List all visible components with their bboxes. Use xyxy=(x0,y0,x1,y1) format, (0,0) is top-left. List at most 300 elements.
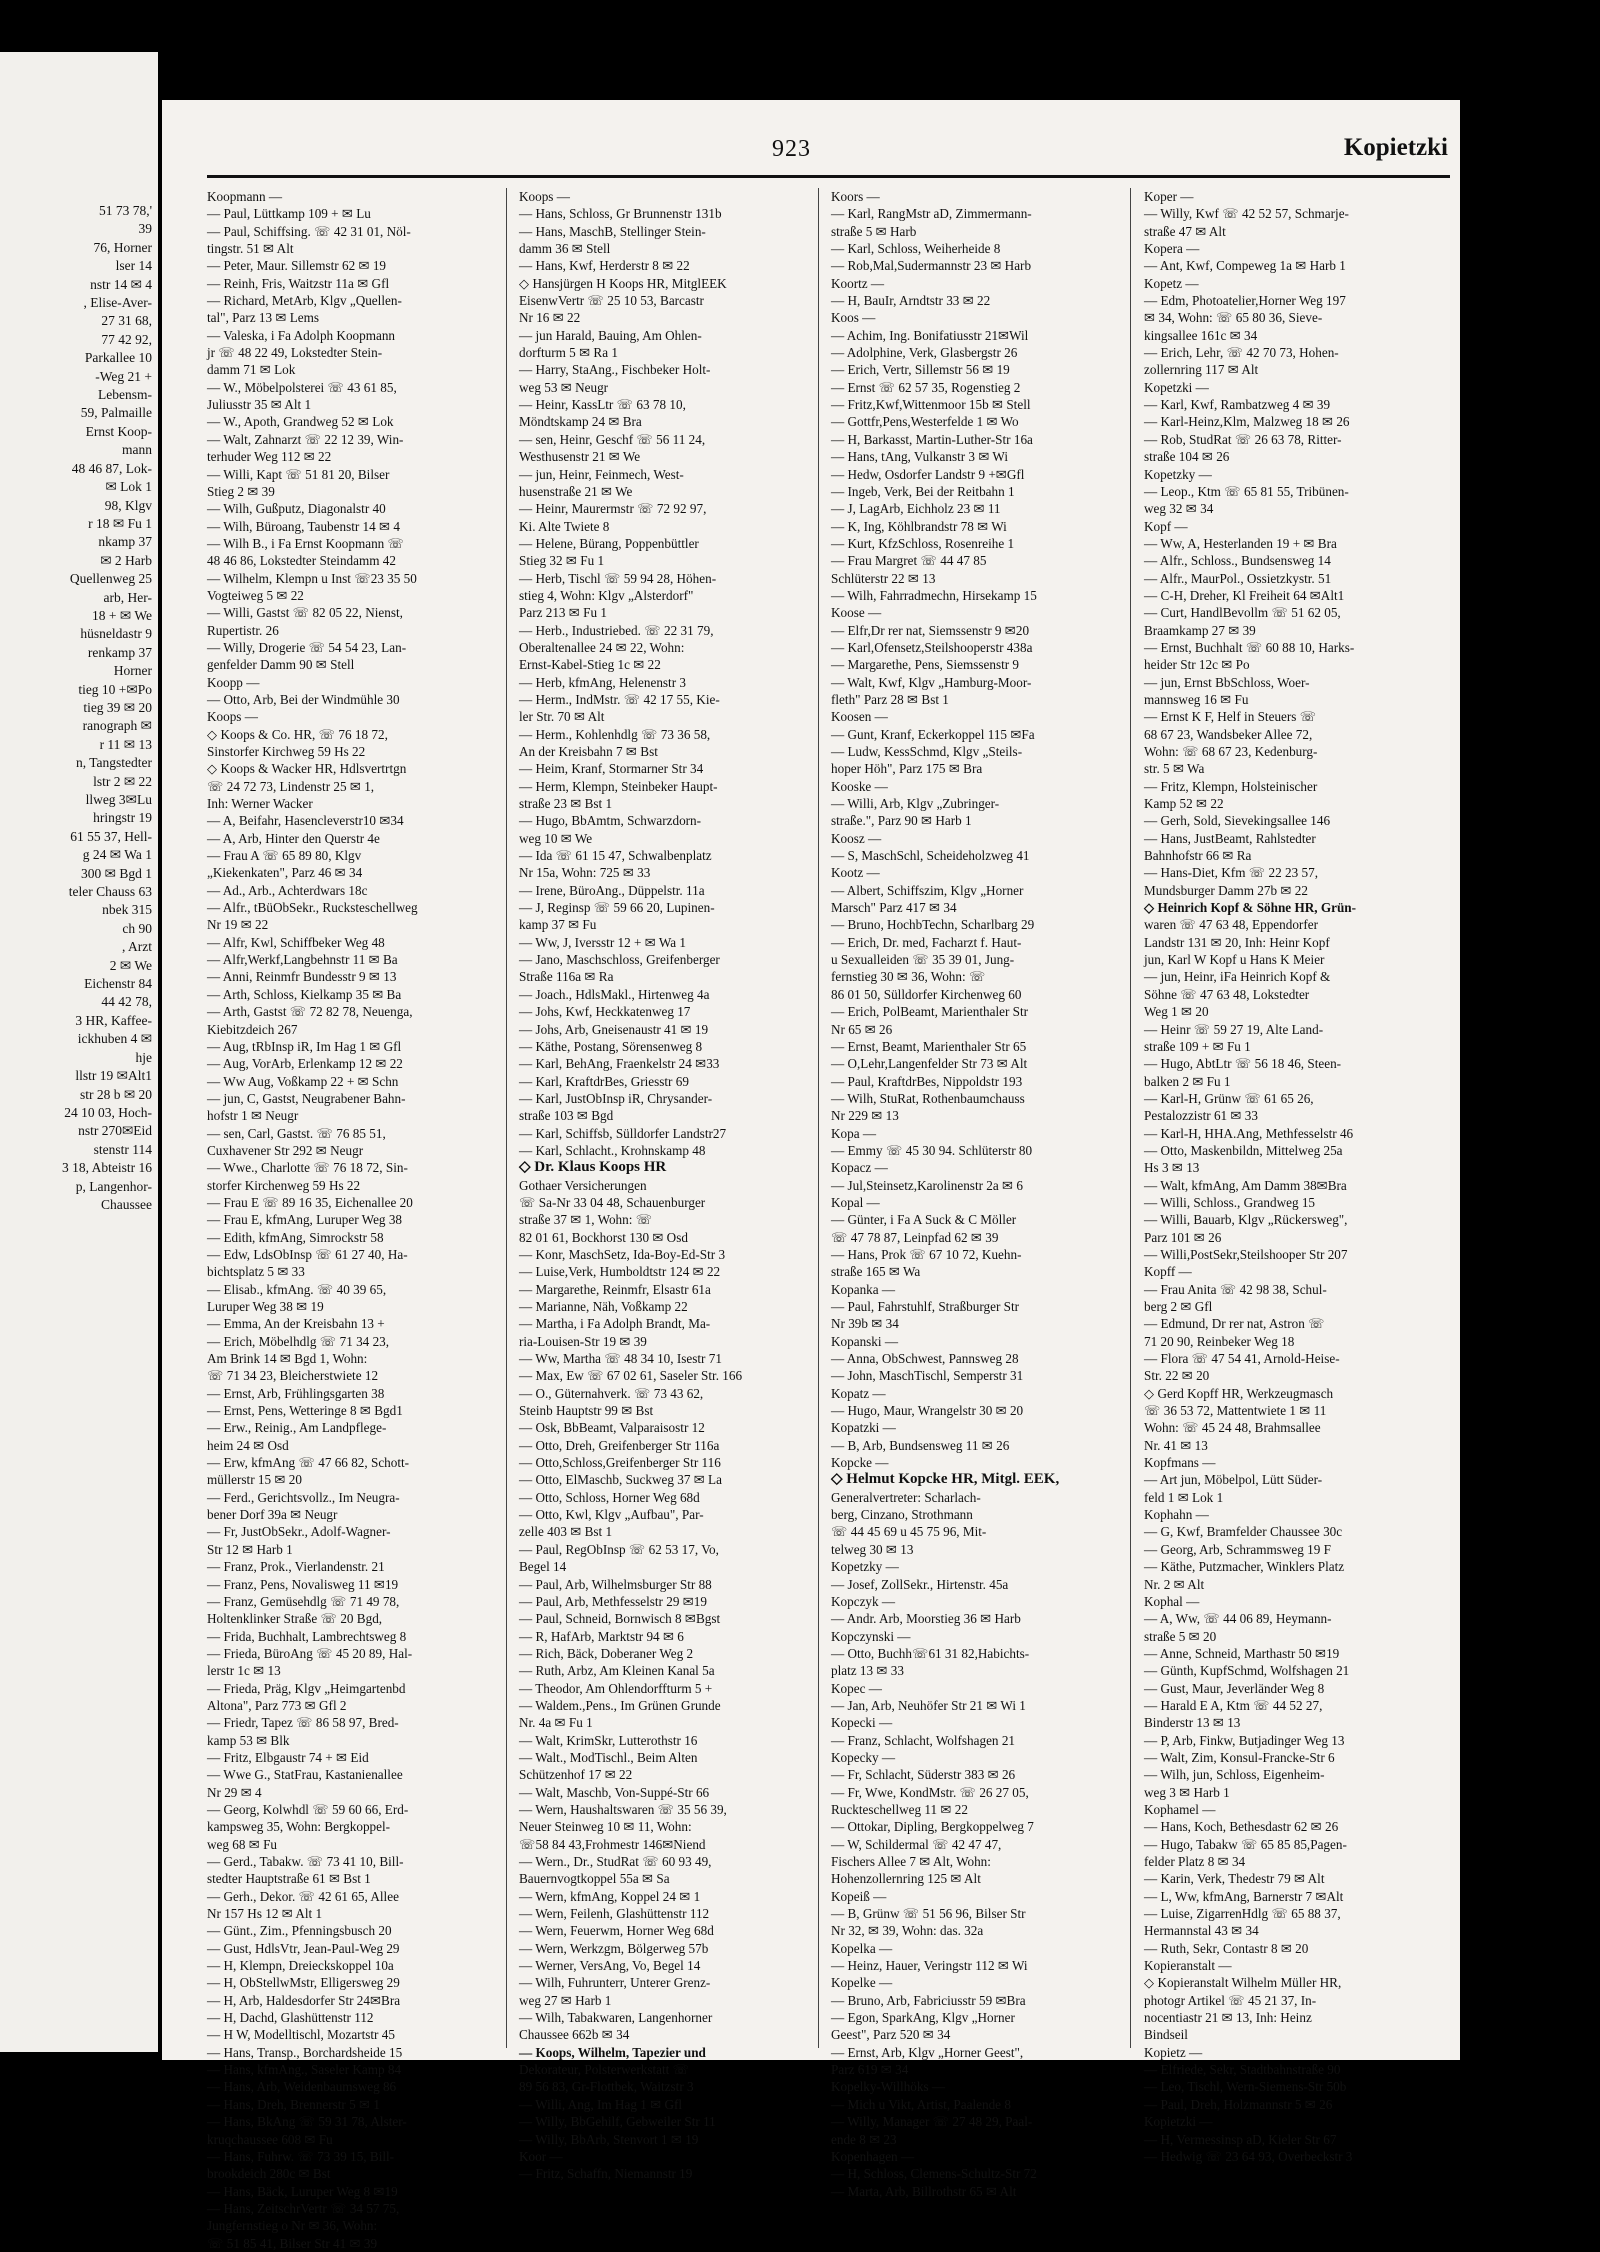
directory-columns xyxy=(207,188,1452,2251)
directory-entry-line: 86 01 50, Sülldorfer Kirchenweg 60 xyxy=(831,986,1022,1002)
directory-entry-line: — Anni, Reinmfr Bundesstr 9 ✉ 13 xyxy=(207,969,397,985)
directory-entry-line: brookdeich 280c ✉ Bst xyxy=(207,2166,331,2182)
left-fragment-line: r 18 ✉ Fu 1 xyxy=(88,515,152,531)
left-fragment-line: llweg 3✉Lu xyxy=(85,792,152,807)
directory-entry-line: bener Dorf 39a ✉ Neugr xyxy=(207,1507,338,1523)
directory-entry-line: — Konr, MaschSetz, Ida-Boy-Ed-Str 3 xyxy=(519,1246,726,1262)
directory-entry-line: — jun Harald, Bauing, Am Ohlen- xyxy=(519,327,702,343)
directory-entry-line: — Wern., Dr., StudRat ☏ 60 93 49, xyxy=(519,1854,712,1869)
directory-entry-line: — Kurt, KfzSchloss, Rosenreihe 1 xyxy=(831,535,1015,551)
directory-entry-line: — Wern, Haushaltswaren ☏ 35 56 39, xyxy=(519,1801,727,1817)
left-fragment-line: str 28 b ✉ 20 xyxy=(79,1086,152,1102)
directory-entry-line: — Frau Anita ☏ 42 98 38, Schul- xyxy=(1144,1281,1327,1297)
directory-entry-line: — Paul, Schiffsing. ☏ 42 31 01, Nöl- xyxy=(207,223,411,239)
directory-entry-line: — Walt, KrimSkr, Lutterothstr 16 xyxy=(519,1732,698,1748)
directory-entry-line: Kophamel — xyxy=(1144,1801,1216,1817)
left-fragment-line: 18 + ✉ We xyxy=(92,607,152,623)
directory-entry-line: — Frida, Buchhalt, Lambrechtsweg 8 xyxy=(207,1628,407,1644)
directory-entry-line: — Arth, Gastst ☏ 72 82 78, Neuenga, xyxy=(207,1004,413,1020)
left-fragment-line: n, Tangstedter xyxy=(75,755,152,771)
directory-entry-line: — Paul, Lüttkamp 109 + ✉ Lu xyxy=(207,206,371,222)
directory-entry-line: Kopal — xyxy=(831,1194,880,1210)
directory-entry-line: — Walt, Zahnarzt ☏ 22 12 39, Win- xyxy=(207,431,404,447)
directory-entry-line: Koops — xyxy=(207,709,258,725)
directory-entry-line: — Heim, Kranf, Stormarner Str 34 xyxy=(519,761,704,777)
directory-entry-line: — Walt, Maschb, Von-Suppé-Str 66 xyxy=(519,1784,710,1800)
directory-entry-line: — Ant, Kwf, Compeweg 1a ✉ Harb 1 xyxy=(1144,258,1346,274)
directory-entry-line: ☏ 47 78 87, Leinpfad 62 ✉ 39 xyxy=(831,1229,999,1245)
directory-entry-line: — Wern, Feilenh, Glashüttenstr 112 xyxy=(519,1906,710,1922)
directory-entry-line: zelle 403 ✉ Bst 1 xyxy=(519,1524,613,1540)
directory-entry-line: Parz 213 ✉ Fu 1 xyxy=(519,605,607,621)
left-fragment-line: Horner xyxy=(113,663,152,679)
directory-entry-line: — Marta, Arb, Billrothstr 65 ✉ Alt xyxy=(831,2183,1017,2199)
directory-entry-line: Kopetz — xyxy=(1144,275,1199,291)
directory-entry-line: — Hans, Koch, Bethesdastr 62 ✉ 26 xyxy=(1144,1819,1339,1835)
directory-entry-line: photogr Artikel ☏ 45 21 37, In- xyxy=(1144,1992,1317,2008)
directory-entry-line: Kopczyk — xyxy=(831,1593,896,1609)
directory-entry-line: — Ernst, Arb, Frühlingsgarten 38 xyxy=(207,1385,385,1401)
directory-entry-line: — Karl, KraftdrBes, Griesstr 69 xyxy=(519,1073,689,1089)
column-2 xyxy=(519,188,819,2182)
left-fragment-line: nkamp 37 xyxy=(98,534,152,550)
directory-entry-line: kruqchaussee 608 ✉ Fu xyxy=(207,2131,333,2147)
directory-entry-line: — Luise,Verk, Humboldtstr 124 ✉ 22 xyxy=(519,1264,721,1280)
directory-entry-line: — Hans, kfmAng., Saseler Kamp 84 xyxy=(207,2062,402,2078)
directory-entry-line: — Paul, Dreh, Holzmannstr 5 ✉ 26 xyxy=(1144,2096,1333,2112)
directory-entry-line: — Gerh, Sold, Sievekingsallee 146 xyxy=(1144,813,1331,829)
left-fragment-line: ✉ 2 Harb xyxy=(100,552,152,568)
directory-entry-line: Geest", Parz 520 ✉ 34 xyxy=(831,2027,951,2043)
left-fragment-line: 3 HR, Kaffee- xyxy=(75,1012,152,1028)
directory-entry-line: Schützenhof 17 ✉ 22 xyxy=(519,1767,633,1783)
directory-entry-line: — Hans, Arb, Weidenbaumsweg 86 xyxy=(207,2079,397,2095)
directory-entry-line: Sinstorfer Kirchweg 59 Hs 22 xyxy=(207,744,366,759)
directory-entry-line: Koor — xyxy=(519,2148,563,2164)
directory-entry-line: stedter Hauptstraße 61 ✉ Bst 1 xyxy=(207,1871,371,1887)
directory-entry-line: Nr 65 ✉ 26 xyxy=(831,1021,893,1037)
directory-entry-line: 68 67 23, Wandsbeker Allee 72, xyxy=(1144,726,1313,742)
directory-entry-line: — H, BauIr, Arndtstr 33 ✉ 22 xyxy=(831,293,991,309)
directory-entry-line: Westhusenstr 21 ✉ We xyxy=(519,449,641,465)
directory-entry-line: — Anne, Schneid, Marthastr 50 ✉19 xyxy=(1144,1645,1340,1661)
directory-entry-line: ria-Louisen-Str 19 ✉ 39 xyxy=(519,1333,647,1349)
directory-entry-line: — Wilh B., i Fa Ernst Koopmann ☏ xyxy=(207,535,405,551)
directory-entry-line: — Karl-H, Grünw ☏ 61 65 26, xyxy=(1144,1090,1314,1106)
directory-entry-line: ◇ Heinrich Kopf & Söhne HR, Grün- xyxy=(1144,900,1356,916)
directory-entry-line: — W., Apoth, Grandweg 52 ✉ Lok xyxy=(207,414,394,430)
directory-entry-line: hoper Höh", Parz 175 ✉ Bra xyxy=(831,761,983,777)
directory-entry-line: Juliusstr 35 ✉ Alt 1 xyxy=(207,397,312,413)
directory-entry-line: — B, Arb, Bundsensweg 11 ✉ 26 xyxy=(831,1437,1010,1453)
directory-entry-line: — Hans-Diet, Kfm ☏ 22 23 57, xyxy=(1144,865,1318,881)
directory-entry-line: — R, HafArb, Marktstr 94 ✉ 6 xyxy=(519,1628,684,1644)
directory-entry-line: Kopczynski — xyxy=(831,1628,911,1644)
directory-entry-line: — Otto, Kwl, Klgv „Aufbau", Par- xyxy=(519,1507,704,1523)
directory-entry-line: — Wilh, Gußputz, Diagonalstr 40 xyxy=(207,501,386,517)
directory-entry-line: Kopera — xyxy=(1144,241,1200,257)
directory-entry-line: — Elfr,Dr rer nat, Siemssenstr 9 ✉20 xyxy=(831,622,1030,638)
directory-entry-line: Nr 229 ✉ 13 xyxy=(831,1108,899,1124)
left-fragment-line: lser 14 xyxy=(115,258,152,274)
directory-entry-line: — Gust, HdlsVtr, Jean-Paul-Weg 29 xyxy=(207,1940,400,1956)
directory-entry-line: Kopietzki — xyxy=(1144,2114,1213,2130)
directory-entry-line: — Georg, Arb, Schrammsweg 19 F xyxy=(1144,1541,1331,1557)
left-fragment-line: nstr 14 ✉ 4 xyxy=(90,276,152,292)
directory-entry-line: — jun, Heinr, iFa Heinrich Kopf & xyxy=(1144,969,1331,985)
directory-entry-line: Möndtskamp 24 ✉ Bra xyxy=(519,414,642,430)
directory-entry-line: — Otto, Schloss, Horner Weg 68d xyxy=(519,1489,700,1505)
directory-entry-line: Kopeiß — xyxy=(831,1888,887,1904)
directory-entry-line: — Josef, ZollSekr., Hirtenstr. 45a xyxy=(831,1576,1009,1592)
directory-entry-line: straße 109 + ✉ Fu 1 xyxy=(1144,1038,1251,1054)
directory-entry-line: — Willy, BbGehilf, Gebweiler Str 11 xyxy=(519,2114,716,2130)
directory-entry-line: berg, Cinzano, Strothmann xyxy=(831,1507,973,1523)
directory-entry-line: — Karl, JustObInsp iR, Chrysander- xyxy=(519,1090,713,1106)
directory-entry-line: Straße 116a ✉ Ra xyxy=(519,969,614,985)
directory-entry-line: — H, Barkasst, Martin-Luther-Str 16a xyxy=(831,431,1033,447)
directory-entry-line: Bahnhofstr 66 ✉ Ra xyxy=(1144,848,1252,864)
directory-entry-line: Mundsburger Damm 27b ✉ 22 xyxy=(1144,882,1308,898)
directory-entry-line: — Wilh, Tabakwaren, Langenhorner xyxy=(519,2010,713,2026)
page-header xyxy=(162,130,1460,170)
directory-entry-line: — Paul, Schneid, Bornwisch 8 ✉Bgst xyxy=(519,1611,721,1627)
directory-entry-line: Kopetzky — xyxy=(1144,466,1212,482)
directory-entry-line: — Wilh, jun, Schloss, Eigenheim- xyxy=(1144,1767,1325,1783)
left-fragment-line: 98, Klgv xyxy=(104,497,152,513)
directory-entry-line: — Karin, Verk, Thedestr 79 ✉ Alt xyxy=(1144,1871,1325,1887)
directory-entry-line: terhuder Weg 112 ✉ 22 xyxy=(207,449,332,465)
directory-entry-line: Kopenhagen — xyxy=(831,2148,915,2164)
directory-entry-line: — Fr, Schlacht, Süderstr 383 ✉ 26 xyxy=(831,1767,1016,1783)
left-fragment-line: ch 90 xyxy=(122,920,152,936)
directory-entry-line: 89 56 83, Gr-Flottbek, Waitzstr 3 xyxy=(519,2079,694,2095)
directory-entry-line: — Werner, VersAng, Vo, Begel 14 xyxy=(519,1958,701,1974)
directory-entry-line: — Hugo, Tabakw ☏ 65 85 85,Pagen- xyxy=(1144,1836,1347,1852)
directory-entry-line: — Ernst, Pens, Wetteringe 8 ✉ Bgd1 xyxy=(207,1403,403,1419)
directory-entry-line: — Jul,Steinsetz,Karolinenstr 2a ✉ 6 xyxy=(831,1177,1023,1193)
directory-entry-line: Marsch" Parz 417 ✉ 34 xyxy=(831,900,957,916)
directory-entry-line: straße 5 ✉ Harb xyxy=(831,223,917,239)
directory-entry-line: — Rob, StudRat ☏ 26 63 78, Ritter- xyxy=(1144,431,1342,447)
directory-entry-line: Str. 22 ✉ 20 xyxy=(1144,1368,1210,1384)
directory-entry-line: ☏58 84 43,Frohmestr 146✉Niend xyxy=(519,1836,706,1852)
left-fragment-line: mann xyxy=(122,442,152,458)
directory-entry-line: Schlüterstr 22 ✉ 13 xyxy=(831,570,936,586)
directory-entry-line: — Heinr, Maurermstr ☏ 72 92 97, xyxy=(519,501,707,517)
left-fragment-line: Lebensm- xyxy=(98,387,152,403)
left-fragment-line: ✉ Lok 1 xyxy=(105,479,152,495)
directory-entry-line: — Karl-H, HHA.Ang, Methfesselstr 46 xyxy=(1144,1125,1354,1141)
directory-entry-line: Kophal — xyxy=(1144,1593,1200,1609)
left-fragment-line: Eichenstr 84 xyxy=(84,976,152,992)
directory-entry-line: — Andr. Arb, Moorstieg 36 ✉ Harb xyxy=(831,1611,1021,1627)
directory-entry-line: — Edmund, Dr rer nat, Astron ☏ xyxy=(1144,1316,1325,1332)
directory-entry-line: — Harald E A, Ktm ☏ 44 52 27, xyxy=(1144,1697,1323,1713)
directory-entry-line: — G, Kwf, Bramfelder Chaussee 30c xyxy=(1144,1524,1343,1540)
directory-entry-line: Kophahn — xyxy=(1144,1507,1209,1523)
directory-entry-line: — Peter, Maur. Sillemstr 62 ✉ 19 xyxy=(207,258,387,274)
directory-entry-line: straße 5 ✉ 20 xyxy=(1144,1628,1217,1644)
directory-entry-line: heim 24 ✉ Osd xyxy=(207,1437,289,1453)
left-fragment-line: Ernst Koop- xyxy=(85,423,152,439)
directory-entry-line: weg 32 ✉ 34 xyxy=(1144,501,1214,517)
directory-entry-line: EisenwVertr ☏ 25 10 53, Barcastr xyxy=(519,293,704,309)
directory-entry-line: — Frau E, kfmAng, Luruper Weg 38 xyxy=(207,1212,403,1228)
directory-entry-line: — Wern, Werkzgm, Bölgerweg 57b xyxy=(519,1940,709,1956)
directory-entry-line: — Helene, Bürang, Poppenbüttler xyxy=(519,535,699,551)
directory-entry-line: Nr 19 ✉ 22 xyxy=(207,917,269,933)
directory-entry-line: — Ww Aug, Voßkamp 22 + ✉ Schn xyxy=(207,1073,399,1089)
directory-entry-line: — Otto, ElMaschb, Suckweg 37 ✉ La xyxy=(519,1472,722,1488)
directory-entry-line: ☏ Sa-Nr 33 04 48, Schauenburger xyxy=(519,1194,706,1210)
directory-entry-line: heider Str 12c ✉ Po xyxy=(1144,657,1250,673)
directory-entry-line: Kopatzki — xyxy=(831,1420,896,1436)
directory-entry-line: Nr 15a, Wohn: 725 ✉ 33 xyxy=(519,865,651,881)
directory-entry-line: — Emma, An der Kreisbahn 13 + xyxy=(207,1316,385,1332)
directory-entry-line: Kopecki — xyxy=(831,1715,893,1731)
left-fragment-line: tieg 39 ✉ 20 xyxy=(83,699,152,715)
directory-entry-line: str. 5 ✉ Wa xyxy=(1144,761,1205,777)
directory-entry-line: — Fritz, Schaffn, Niemannstr 19 xyxy=(519,2166,693,2182)
directory-entry-line: Ernst-Kabel-Stieg 1c ✉ 22 xyxy=(519,657,661,673)
directory-entry-line: ☏ 44 45 69 u 45 75 96, Mit- xyxy=(831,1524,987,1540)
directory-entry-line: — Hans, JustBeamt, Rahlstedter xyxy=(1144,830,1316,846)
directory-entry-line: — Rich, Bäck, Doberaner Weg 2 xyxy=(519,1645,694,1661)
directory-entry-line: Oberaltenallee 24 ✉ 22, Wohn: xyxy=(519,639,685,655)
directory-entry-line: — H W, Modelltischl, Mozartstr 45 xyxy=(207,2027,395,2043)
directory-entry-line: telweg 30 ✉ 13 xyxy=(831,1541,914,1557)
directory-entry-line: ☏ 24 72 73, Lindenstr 25 ✉ 1, xyxy=(207,778,375,794)
directory-entry-line: Koortz — xyxy=(831,275,885,291)
directory-entry-line: — Bruno, HochbTechn, Scharlbarg 29 xyxy=(831,917,1035,933)
left-fragment-line: stenstr 114 xyxy=(93,1141,152,1157)
directory-entry-line: — Albert, Schiffszim, Klgv „Horner xyxy=(831,882,1024,898)
directory-entry-line: bichtsplatz 5 ✉ 33 xyxy=(207,1264,305,1280)
directory-entry-line: Kootz — xyxy=(831,865,880,881)
directory-entry-line: — Willy, Drogerie ☏ 54 54 23, Lan- xyxy=(207,639,407,655)
directory-entry-line: — Karl, BehAng, Fraenkelstr 24 ✉33 xyxy=(519,1056,720,1072)
directory-entry-line: 71 20 90, Reinbeker Weg 18 xyxy=(1144,1333,1295,1349)
directory-entry-line: — Koops, Wilhelm, Tapezier und xyxy=(519,2044,706,2060)
directory-entry-line: — Adolphine, Verk, Glasbergstr 26 xyxy=(831,345,1018,361)
directory-entry-line: — Hans, Kwf, Herderstr 8 ✉ 22 xyxy=(519,258,690,274)
directory-entry-line: Bindseil xyxy=(1144,2027,1188,2043)
directory-entry-line: straße.", Parz 90 ✉ Harb 1 xyxy=(831,813,972,829)
directory-entry-line: Stieg 2 ✉ 39 xyxy=(207,483,275,499)
directory-entry-line: 48 46 86, Lokstedter Steindamm 42 xyxy=(207,553,396,569)
directory-entry-line: — Ww, A, Hesterlanden 19 + ✉ Bra xyxy=(1144,535,1337,551)
left-fragment-line: g 24 ✉ Wa 1 xyxy=(82,847,152,863)
directory-entry-line: jr ☏ 48 22 49, Lokstedter Stein- xyxy=(207,345,383,361)
directory-entry-line: Braamkamp 27 ✉ 39 xyxy=(1144,622,1256,638)
directory-page xyxy=(162,100,1460,2251)
directory-entry-line: — Käthe, Postang, Sörensenweg 8 xyxy=(519,1038,703,1054)
directory-entry-line: — Erich, Lehr, ☏ 42 70 73, Hohen- xyxy=(1144,345,1339,361)
directory-entry-line: — Hans, Transp., Borchardsheide 15 xyxy=(207,2044,403,2060)
directory-entry-line: Generalvertreter: Scharlach- xyxy=(831,1489,981,1505)
directory-entry-line: — Mich u Vikt, Artist, Paalende 8 xyxy=(831,2096,1011,2112)
directory-entry-line: — Rob,Mal,Sudermannstr 23 ✉ Harb xyxy=(831,258,1032,274)
directory-entry-line: — Jano, Maschschloss, Greifenberger xyxy=(519,952,720,968)
directory-entry-line: — Art jun, Möbelpol, Lütt Süder- xyxy=(1144,1472,1323,1488)
directory-entry-line: Nr 157 Hs 12 ✉ Alt 1 xyxy=(207,1906,323,1922)
directory-entry-line: — Hugo, AbtLtr ☏ 56 18 46, Steen- xyxy=(1144,1056,1342,1072)
directory-entry-line: — Erw., Reinig., Am Landpflege- xyxy=(207,1420,387,1436)
directory-entry-line: kingsallee 161c ✉ 34 xyxy=(1144,327,1258,343)
directory-entry-line: Kopff — xyxy=(1144,1264,1192,1280)
directory-entry-line: — Valeska, i Fa Adolph Koopmann xyxy=(207,327,396,343)
directory-entry-line: — Erich, PolBeamt, Marienthaler Str xyxy=(831,1004,1029,1020)
directory-entry-line: Ki. Alte Twiete 8 xyxy=(519,518,610,534)
directory-entry-line: — Marianne, Näh, Voßkamp 22 xyxy=(519,1299,688,1314)
directory-entry-line: straße 165 ✉ Wa xyxy=(831,1264,921,1280)
directory-entry-line: — Willi,PostSekr,Steilshooper Str 207 xyxy=(1144,1246,1348,1262)
directory-entry-line: — Hugo, BbAmtm, Schwarzdorn- xyxy=(519,813,702,829)
directory-entry-line: — Willi, Bauarb, Klgv „Rückersweg", xyxy=(1144,1212,1348,1228)
directory-entry-line: Weg 1 ✉ 20 xyxy=(1144,1004,1209,1020)
header-rule xyxy=(207,175,1450,178)
left-fragment-line: ranograph ✉ xyxy=(82,718,152,734)
directory-entry-line: — Frau Margret ☏ 44 47 85 xyxy=(831,553,987,569)
left-fragment-line: Chaussee xyxy=(101,1196,152,1212)
directory-entry-line: — Karl-Heinz,Klm, Malzweg 18 ✉ 26 xyxy=(1144,414,1350,430)
directory-entry-line: — Leo, Tischl, Wern-Siemens-Str 50b xyxy=(1144,2079,1347,2095)
directory-entry-line: husenstraße 21 ✉ We xyxy=(519,483,633,499)
directory-entry-line: Altona", Parz 773 ✉ Gfl 2 xyxy=(207,1697,347,1713)
directory-entry-line: — Alfr., Schloss., Bundsensweg 14 xyxy=(1144,553,1331,569)
directory-entry-line: — Reinh, Fris, Waitzstr 11a ✉ Gfl xyxy=(207,275,390,291)
directory-entry-line: Inh: Werner Wacker xyxy=(207,796,313,812)
directory-entry-line: ☏ 51 85 41, Bilser Str 41 ✉ 39 xyxy=(207,2235,378,2251)
directory-entry-line: — Elisab., kfmAng. ☏ 40 39 65, xyxy=(207,1281,387,1297)
directory-entry-line: — Paul, RegObInsp ☏ 62 53 17, Vo, xyxy=(519,1541,719,1557)
directory-entry-line: — Wilh, Büroang, Taubenstr 14 ✉ 4 xyxy=(207,518,400,534)
directory-entry-line: „Kiekenkaten", Parz 46 ✉ 34 xyxy=(207,865,363,881)
directory-entry-line: — Flora ☏ 47 54 41, Arnold-Heise- xyxy=(1144,1351,1340,1367)
directory-entry-line: — Ida ☏ 61 15 47, Schwalbenplatz xyxy=(519,848,712,864)
directory-entry-line: Kopatz — xyxy=(831,1385,886,1401)
directory-entry-line: — Erich, Möbelhdlg ☏ 71 34 23, xyxy=(207,1333,390,1349)
directory-entry-line: — Käthe, Putzmacher, Winklers Platz xyxy=(1144,1559,1345,1575)
directory-entry-line: — H, Klempn, Dreieckskoppel 10a xyxy=(207,1958,394,1974)
directory-entry-line: — Herb, kfmAng, Helenenstr 3 xyxy=(519,674,687,690)
directory-entry-line: ◇ Gerd Kopff HR, Werkzeugmasch xyxy=(1144,1385,1334,1401)
directory-entry-line: straße 103 ✉ Bgd xyxy=(519,1108,614,1124)
directory-entry-line: Wohn: ☏ 68 67 23, Kedenburg- xyxy=(1144,744,1318,759)
left-fragment-line: hje xyxy=(135,1049,152,1065)
running-head: Kopietzki xyxy=(1343,134,1448,161)
directory-entry-line: Parz 619 ✉ 34 xyxy=(831,2062,909,2078)
directory-entry-line: — Frau A ☏ 65 89 80, Klgv xyxy=(207,848,362,864)
directory-entry-line: — Hans, Dreh, Brennerstr 5 ✉ 1 xyxy=(207,2096,380,2112)
directory-entry-line: — Willy, Manager ☏ 27 48 29, Paal- xyxy=(831,2114,1033,2130)
directory-entry-line: ◇ Hansjürgen H Koops HR, MitglEEK xyxy=(519,275,727,291)
directory-entry-line: ◇ Koops & Wacker HR, Hdlsvertrtgn xyxy=(207,761,407,777)
directory-entry-line: — Herm, Klempn, Steinbeker Haupt- xyxy=(519,778,718,794)
directory-entry-line: stieg 4, Wohn: Klgv „Alsterdorf" xyxy=(519,587,694,603)
directory-entry-line: storfer Kirchenweg 59 Hs 22 xyxy=(207,1177,361,1193)
directory-entry-line: — Frieda, BüroAng ☏ 45 20 89, Hal- xyxy=(207,1645,413,1661)
directory-entry-line: — Alfr., tBüObSekr., Rucksteschellweg xyxy=(207,900,418,916)
directory-entry-line: Hermannstal 43 ✉ 34 xyxy=(1144,1923,1259,1939)
directory-entry-line: ☏ 71 34 23, Bleicherstwiete 12 xyxy=(207,1368,379,1384)
directory-entry-line: — Joach., HdlsMakl., Hirtenweg 4a xyxy=(519,986,710,1002)
directory-entry-line: — Richard, MetArb, Klgv „Quellen- xyxy=(207,293,402,309)
directory-entry-line: Nr 16 ✉ 22 xyxy=(519,310,581,326)
directory-entry-line: Begel 14 xyxy=(519,1559,567,1575)
directory-entry-line: Hohenzollernring 125 ✉ Alt xyxy=(831,1871,981,1887)
directory-entry-line: — H, ObStellwMstr, Elligersweg 29 xyxy=(207,1975,400,1991)
directory-entry-line: Koors — xyxy=(831,189,880,204)
directory-entry-line: u Sexualleiden ☏ 35 39 01, Jung- xyxy=(831,952,1015,968)
directory-entry-line: Str 12 ✉ Harb 1 xyxy=(207,1541,293,1557)
left-fragment-line: hüsneldastr 9 xyxy=(80,626,152,642)
column-3 xyxy=(831,188,1131,2199)
directory-entry-line: — Edw, LdsObInsp ☏ 61 27 40, Ha- xyxy=(207,1246,408,1262)
directory-entry-line: Chaussee 662b ✉ 34 xyxy=(519,2027,630,2043)
left-fragment-line: Parkallee 10 xyxy=(84,350,152,366)
directory-entry-line: — Luise, ZigarrenHdlg ☏ 65 88 37, xyxy=(1144,1906,1341,1922)
directory-entry-line: — Willi, Kapt ☏ 51 81 20, Bilser xyxy=(207,466,390,482)
left-fragment-line: 3 18, Abteistr 16 xyxy=(62,1160,152,1176)
directory-entry-line: Vogteiweg 5 ✉ 22 xyxy=(207,587,304,603)
directory-entry-line: Kopa — xyxy=(831,1125,877,1141)
directory-entry-line: Kopetzki — xyxy=(1144,379,1209,395)
directory-entry-line: Kopelke — xyxy=(831,1975,893,1991)
directory-entry-line: damm 71 ✉ Lok xyxy=(207,362,296,378)
directory-entry-line: — H, Arb, Haldesdorfer Str 24✉Bra xyxy=(207,1992,401,2008)
directory-entry-line: straße 37 ✉ 1, Wohn: ☏ xyxy=(519,1212,653,1228)
directory-entry-line: — Willi, Arb, Klgv „Zubringer- xyxy=(831,796,1000,812)
directory-entry-line: Kooske — xyxy=(831,778,888,794)
directory-entry-line: Wohn: ☏ 45 24 48, Brahmsallee xyxy=(1144,1420,1321,1436)
directory-entry-line: — Alfr,Werkf,Langbehnstr 11 ✉ Ba xyxy=(207,952,398,968)
directory-entry-line: — Fritz, Elbgaustr 74 + ✉ Eid xyxy=(207,1749,369,1765)
directory-entry-line: — Herm., Kohlenhdlg ☏ 73 36 58, xyxy=(519,726,711,742)
directory-entry-line: — Herm., IndMstr. ☏ 42 17 55, Kie- xyxy=(519,691,720,707)
directory-entry-line: — Karl,Ofensetz,Steilshooperstr 438a xyxy=(831,639,1033,655)
directory-entry-line: waren ☏ 47 63 48, Eppendorfer xyxy=(1144,917,1318,933)
directory-entry-line: Steinb Hauptstr 99 ✉ Bst xyxy=(519,1403,654,1419)
directory-entry-line: — Theodor, Am Ohlendorffturm 5 + xyxy=(519,1680,713,1696)
directory-entry-line: straße 47 ✉ Alt xyxy=(1144,223,1226,239)
directory-entry-line: feld 1 ✉ Lok 1 xyxy=(1144,1489,1224,1505)
directory-entry-line: — Ottokar, Dipling, Bergkoppelweg 7 xyxy=(831,1819,1034,1835)
directory-entry-line: Kiebitzdeich 267 xyxy=(207,1021,298,1037)
directory-entry-line: — Paul, KraftdrBes, Nippoldstr 193 xyxy=(831,1073,1023,1089)
directory-entry-line: — Hans, ZeitschrVertr ☏ 34 57 75, xyxy=(207,2200,400,2216)
directory-entry-line: Stieg 32 ✉ Fu 1 xyxy=(519,553,605,569)
column-1 xyxy=(207,188,507,2251)
directory-entry-line: lerstr 1c ✉ 13 xyxy=(207,1663,281,1679)
directory-entry-line: — Ernst, Buchhalt ☏ 60 88 10, Harks- xyxy=(1144,639,1355,655)
directory-entry-line: — J, Reginsp ☏ 59 66 20, Lupinen- xyxy=(519,900,715,916)
directory-entry-line: — Ferd., Gerichtsvollz., Im Neugra- xyxy=(207,1489,400,1505)
directory-entry-line: — Ww, J, Iversstr 12 + ✉ Wa 1 xyxy=(519,934,686,950)
directory-entry-line: — Osk, BbBeamt, Valparaisostr 12 xyxy=(519,1420,705,1436)
directory-entry-line: Kopelky-Willhöks — xyxy=(831,2079,946,2095)
directory-entry-line: — Fr, Wwe, KondMstr. ☏ 26 27 05, xyxy=(831,1784,1029,1800)
directory-entry-line: — Johs, Kwf, Heckkatenweg 17 xyxy=(519,1004,691,1020)
directory-entry-line: — B, Grünw ☏ 51 56 96, Bilser Str xyxy=(831,1906,1026,1922)
directory-entry-line: Neuer Steinweg 10 ✉ 11, Wohn: xyxy=(519,1819,692,1835)
directory-entry-line: — Willy, Kwf ☏ 42 52 57, Schmarje- xyxy=(1144,206,1349,222)
directory-entry-line: damm 36 ✉ Stell xyxy=(519,241,611,257)
directory-entry-line: — Fritz,Kwf,Wittenmoor 15b ✉ Stell xyxy=(831,397,1031,413)
directory-entry-line: — sen, Heinr, Geschf ☏ 56 11 24, xyxy=(519,431,706,447)
directory-entry-line: Nr 32, ✉ 39, Wohn: das. 32a xyxy=(831,1923,984,1939)
